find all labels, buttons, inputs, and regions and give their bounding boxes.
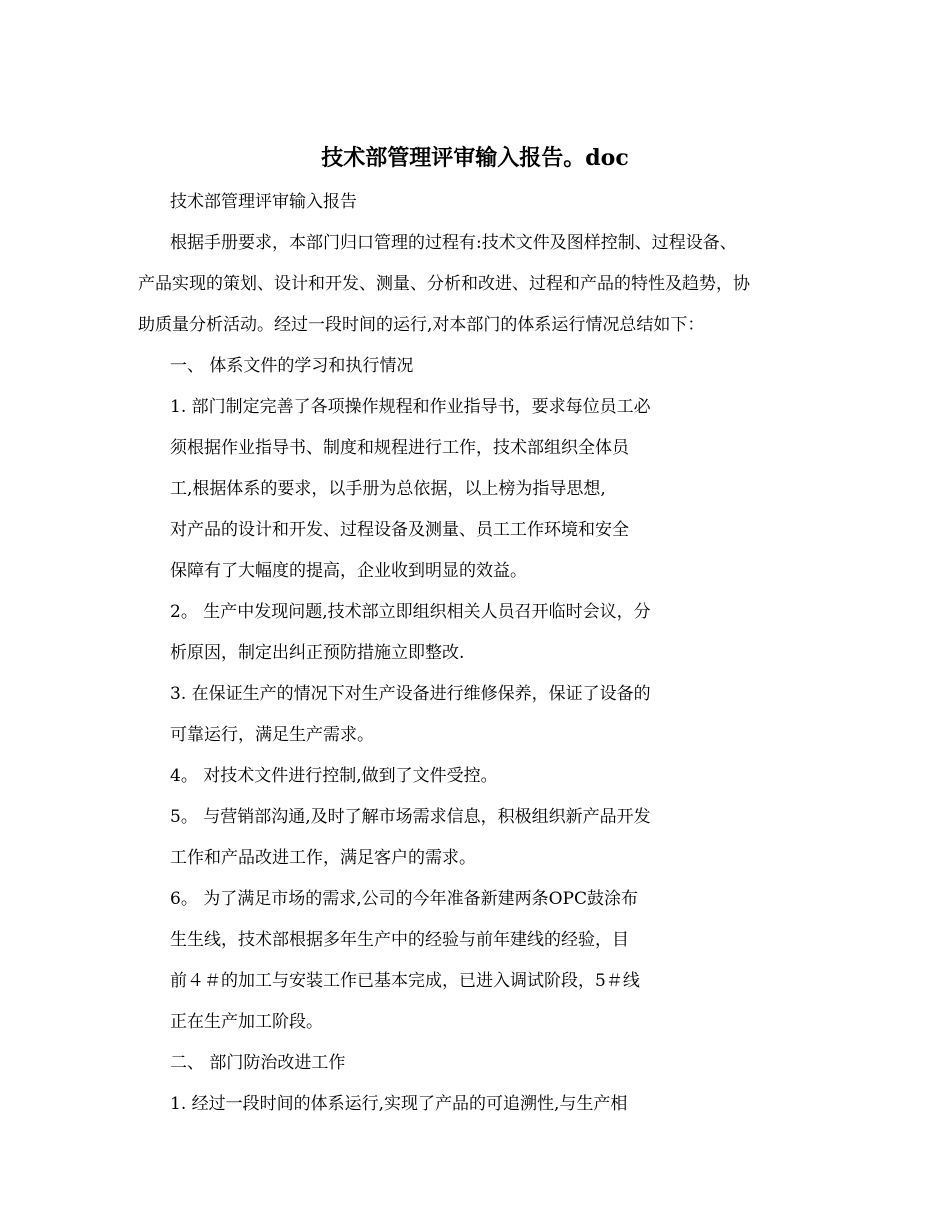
subtitle-line: 技术部管理评审输入报告 xyxy=(170,192,357,212)
paragraph-line: 5。 与营销部沟通,及时了解市场需求信息，积极组织新产品开发 xyxy=(170,807,651,827)
paragraph-line: 对产品的设计和开发、过程设备及测量、员工工作环境和安全 xyxy=(170,520,629,540)
paragraph-line: 产品实现的策划、设计和开发、测量、分析和改进、过程和产品的特性及趋势，协 xyxy=(138,274,750,294)
section-heading: 一、 体系文件的学习和执行情况 xyxy=(170,356,414,376)
paragraph-line: 1. 经过一段时间的体系运行,实现了产品的可追溯性,与生产相 xyxy=(170,1094,628,1114)
document-title: 技术部管理评审输入报告。doc xyxy=(321,145,629,171)
paragraph-line: 可靠运行，满足生产需求。 xyxy=(170,725,374,745)
paragraph-line: 4。 对技术文件进行控制,做到了文件受控。 xyxy=(170,766,498,786)
paragraph-line: 1. 部门制定完善了各项操作规程和作业指导书，要求每位员工必 xyxy=(170,397,651,417)
paragraph-line: 生生线，技术部根据多年生产中的经验与前年建线的经验，目 xyxy=(170,930,629,950)
paragraph-line: 3. 在保证生产的情况下对生产设备进行维修保养，保证了设备的 xyxy=(170,684,651,704)
paragraph-line: 保障有了大幅度的提高，企业收到明显的效益。 xyxy=(170,561,527,581)
paragraph-line: 2。 生产中发现问题,技术部立即组织相关人员召开临时会议，分 xyxy=(170,602,651,622)
paragraph-line: 6。 为了满足市场的需求,公司的今年准备新建两条OPC鼓涂布 xyxy=(170,889,639,909)
paragraph-line: 工,根据体系的要求，以手册为总依据，以上榜为指导思想, xyxy=(170,479,606,499)
paragraph-line: 工作和产品改进工作，满足客户的需求。 xyxy=(170,848,476,868)
paragraph-line: 析原因，制定出纠正预防措施立即整改. xyxy=(170,643,465,663)
paragraph-line: 前４＃的加工与安装工作已基本完成，已进入调试阶段，5＃线 xyxy=(170,971,640,991)
paragraph-line: 正在生产加工阶段。 xyxy=(170,1012,323,1032)
paragraph-line: 根据手册要求，本部门归口管理的过程有:技术文件及图样控制、过程设备、 xyxy=(170,233,737,253)
paragraph-line: 助质量分析活动。经过一段时间的运行,对本部门的体系运行情况总结如下： xyxy=(138,315,705,335)
section-heading: 二、 部门防治改进工作 xyxy=(170,1053,346,1073)
paragraph-line: 须根据作业指导书、制度和规程进行工作，技术部组织全体员 xyxy=(170,438,629,458)
